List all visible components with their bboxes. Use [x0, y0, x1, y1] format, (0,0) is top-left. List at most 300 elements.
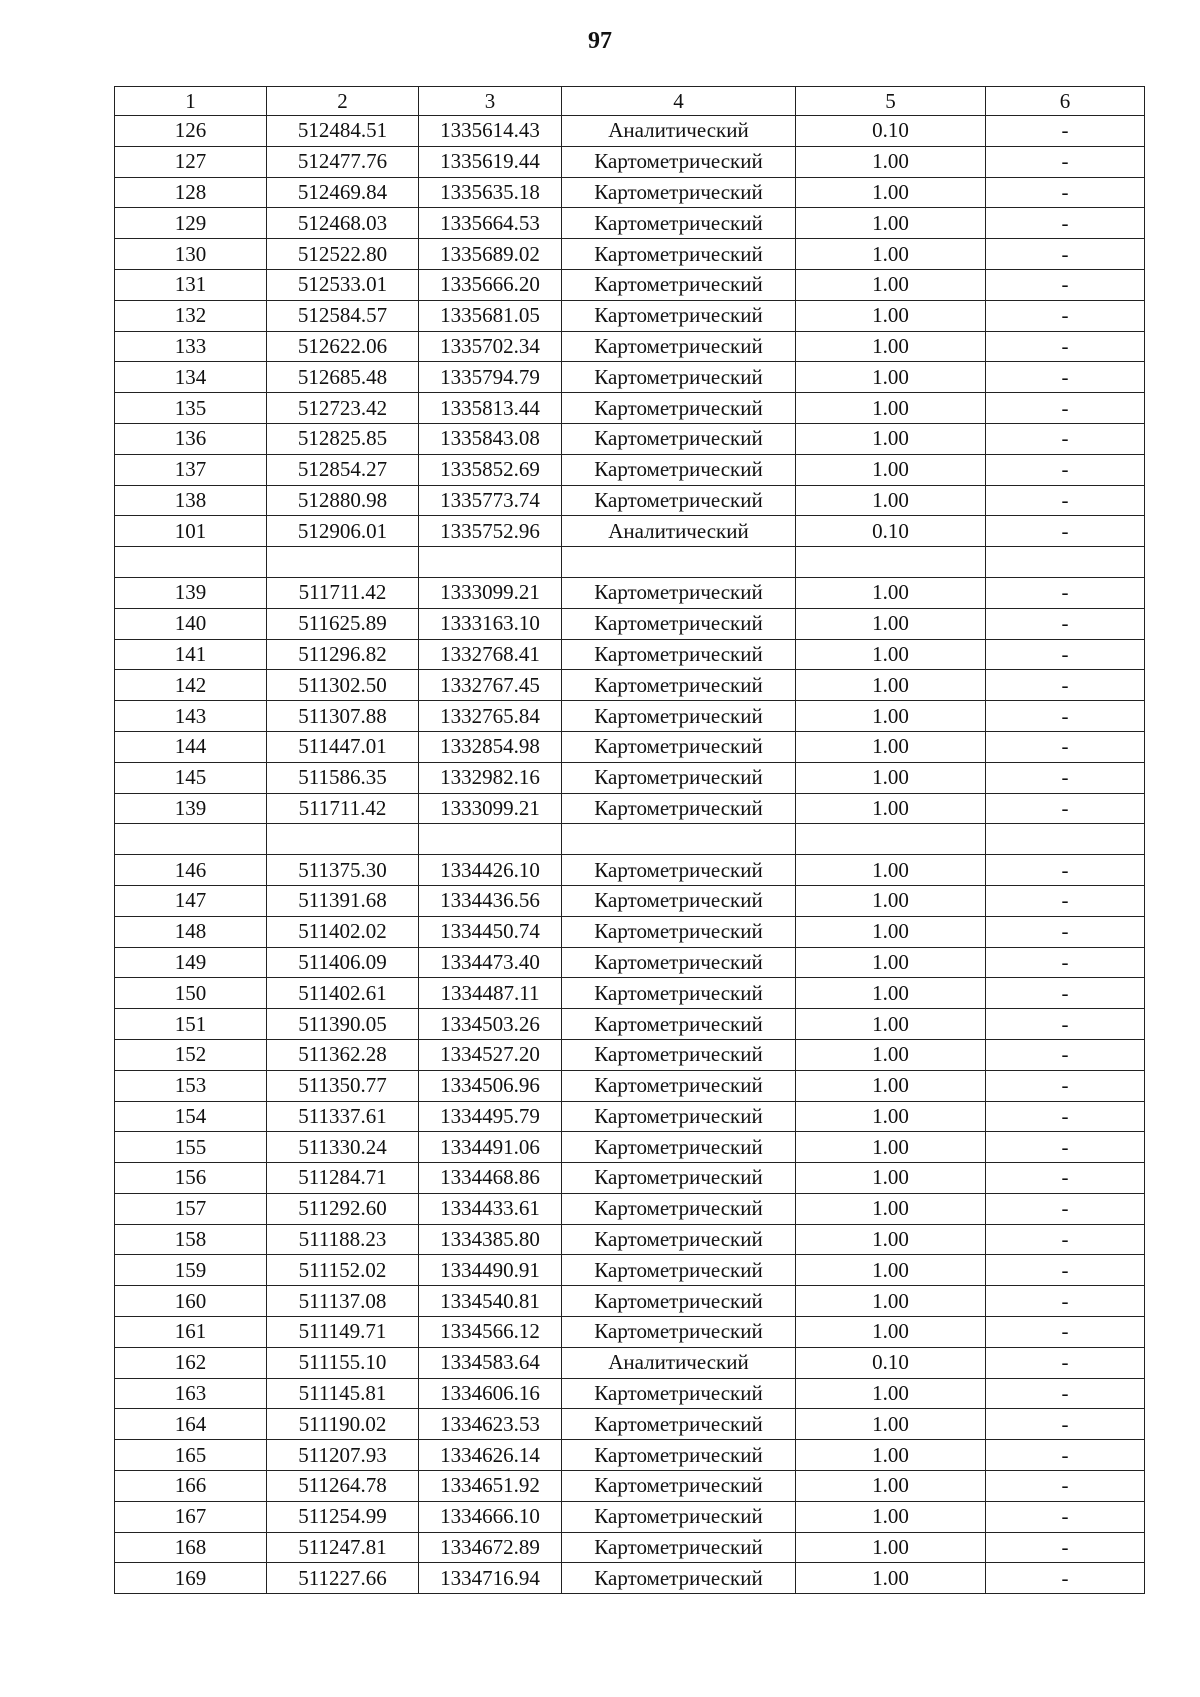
y-coordinate-cell: 1334468.86: [419, 1163, 562, 1194]
y-coordinate-cell: 1335752.96: [419, 516, 562, 547]
accuracy-cell: 1.00: [796, 454, 986, 485]
note-cell: -: [986, 177, 1145, 208]
table-row: [115, 1563, 1145, 1594]
table-row: [115, 1163, 1145, 1194]
method-cell: Картометрический: [562, 1440, 796, 1471]
x-coordinate-cell: 511284.71: [267, 1163, 419, 1194]
column-header: 5: [796, 87, 986, 116]
x-coordinate-cell: 511149.71: [267, 1317, 419, 1348]
accuracy-cell: 1.00: [796, 793, 986, 824]
point-number-cell: 131: [115, 269, 267, 300]
table-row: [115, 978, 1145, 1009]
accuracy-cell: 1.00: [796, 731, 986, 762]
note-cell: [986, 824, 1145, 855]
method-cell: [562, 547, 796, 578]
x-coordinate-cell: 512584.57: [267, 300, 419, 331]
y-coordinate-cell: 1335773.74: [419, 485, 562, 516]
table-row: [115, 146, 1145, 177]
point-number-cell: 155: [115, 1132, 267, 1163]
x-coordinate-cell: 511625.89: [267, 608, 419, 639]
accuracy-cell: 1.00: [796, 1009, 986, 1040]
method-cell: Картометрический: [562, 639, 796, 670]
point-number-cell: 161: [115, 1317, 267, 1348]
point-number-cell: 145: [115, 762, 267, 793]
point-number-cell: 135: [115, 393, 267, 424]
y-coordinate-cell: 1335702.34: [419, 331, 562, 362]
accuracy-cell: 1.00: [796, 1563, 986, 1594]
accuracy-cell: 1.00: [796, 885, 986, 916]
table-row: [115, 116, 1145, 147]
x-coordinate-cell: 512469.84: [267, 177, 419, 208]
table-row: [115, 1070, 1145, 1101]
x-coordinate-cell: 512533.01: [267, 269, 419, 300]
method-cell: Картометрический: [562, 701, 796, 732]
note-cell: -: [986, 608, 1145, 639]
note-cell: -: [986, 1532, 1145, 1563]
table-row: [115, 1471, 1145, 1502]
method-cell: Картометрический: [562, 885, 796, 916]
accuracy-cell: 1.00: [796, 393, 986, 424]
x-coordinate-cell: 512906.01: [267, 516, 419, 547]
accuracy-cell: 1.00: [796, 1132, 986, 1163]
column-header: 2: [267, 87, 419, 116]
note-cell: -: [986, 1039, 1145, 1070]
point-number-cell: [115, 547, 267, 578]
method-cell: Картометрический: [562, 239, 796, 270]
point-number-cell: 169: [115, 1563, 267, 1594]
table-body: [115, 116, 1145, 1594]
method-cell: Картометрический: [562, 208, 796, 239]
note-cell: -: [986, 1101, 1145, 1132]
x-coordinate-cell: 511190.02: [267, 1409, 419, 1440]
method-cell: Картометрический: [562, 177, 796, 208]
table-header-row: [115, 87, 1145, 116]
x-coordinate-cell: 512685.48: [267, 362, 419, 393]
note-cell: -: [986, 300, 1145, 331]
method-cell: Картометрический: [562, 1471, 796, 1502]
method-cell: Картометрический: [562, 1009, 796, 1040]
x-coordinate-cell: 512477.76: [267, 146, 419, 177]
x-coordinate-cell: 511350.77: [267, 1070, 419, 1101]
y-coordinate-cell: 1335813.44: [419, 393, 562, 424]
point-number-cell: 143: [115, 701, 267, 732]
table-row: [115, 1409, 1145, 1440]
note-cell: -: [986, 1193, 1145, 1224]
table-row: [115, 793, 1145, 824]
point-number-cell: 139: [115, 577, 267, 608]
y-coordinate-cell: 1333163.10: [419, 608, 562, 639]
note-cell: -: [986, 1501, 1145, 1532]
table-row: [115, 1286, 1145, 1317]
table-row: [115, 916, 1145, 947]
x-coordinate-cell: 511375.30: [267, 855, 419, 886]
table-row: [115, 1532, 1145, 1563]
x-coordinate-cell: 512825.85: [267, 423, 419, 454]
note-cell: -: [986, 885, 1145, 916]
table-row: [115, 1224, 1145, 1255]
y-coordinate-cell: 1334651.92: [419, 1471, 562, 1502]
note-cell: -: [986, 855, 1145, 886]
accuracy-cell: 0.10: [796, 116, 986, 147]
accuracy-cell: 1.00: [796, 423, 986, 454]
point-number-cell: 160: [115, 1286, 267, 1317]
accuracy-cell: 1.00: [796, 577, 986, 608]
table-row: [115, 608, 1145, 639]
accuracy-cell: 1.00: [796, 639, 986, 670]
method-cell: Картометрический: [562, 916, 796, 947]
accuracy-cell: 1.00: [796, 1440, 986, 1471]
note-cell: -: [986, 116, 1145, 147]
table-row: [115, 639, 1145, 670]
x-coordinate-cell: 511292.60: [267, 1193, 419, 1224]
point-number-cell: 151: [115, 1009, 267, 1040]
x-coordinate-cell: 511137.08: [267, 1286, 419, 1317]
point-number-cell: 152: [115, 1039, 267, 1070]
accuracy-cell: 1.00: [796, 208, 986, 239]
x-coordinate-cell: 512522.80: [267, 239, 419, 270]
accuracy-cell: 1.00: [796, 701, 986, 732]
point-number-cell: 167: [115, 1501, 267, 1532]
note-cell: -: [986, 269, 1145, 300]
method-cell: Картометрический: [562, 1317, 796, 1348]
table-row: [115, 1255, 1145, 1286]
accuracy-cell: 1.00: [796, 855, 986, 886]
y-coordinate-cell: 1334716.94: [419, 1563, 562, 1594]
table-row: [115, 547, 1145, 578]
note-cell: -: [986, 793, 1145, 824]
table-row: [115, 670, 1145, 701]
point-number-cell: 154: [115, 1101, 267, 1132]
y-coordinate-cell: 1334433.61: [419, 1193, 562, 1224]
point-number-cell: 168: [115, 1532, 267, 1563]
x-coordinate-cell: 511402.61: [267, 978, 419, 1009]
point-number-cell: 128: [115, 177, 267, 208]
point-number-cell: 139: [115, 793, 267, 824]
method-cell: Картометрический: [562, 1163, 796, 1194]
accuracy-cell: 0.10: [796, 516, 986, 547]
y-coordinate-cell: 1335843.08: [419, 423, 562, 454]
method-cell: Картометрический: [562, 485, 796, 516]
table-row: [115, 177, 1145, 208]
note-cell: -: [986, 639, 1145, 670]
x-coordinate-cell: 511330.24: [267, 1132, 419, 1163]
table-row: [115, 1039, 1145, 1070]
y-coordinate-cell: [419, 547, 562, 578]
x-coordinate-cell: 511302.50: [267, 670, 419, 701]
column-header: 3: [419, 87, 562, 116]
y-coordinate-cell: 1333099.21: [419, 793, 562, 824]
table-row: [115, 485, 1145, 516]
table-row: [115, 824, 1145, 855]
accuracy-cell: [796, 824, 986, 855]
table-row: [115, 947, 1145, 978]
y-coordinate-cell: 1334385.80: [419, 1224, 562, 1255]
note-cell: -: [986, 208, 1145, 239]
accuracy-cell: [796, 547, 986, 578]
table-row: [115, 731, 1145, 762]
table-row: [115, 577, 1145, 608]
table-row: [115, 1101, 1145, 1132]
accuracy-cell: 1.00: [796, 670, 986, 701]
point-number-cell: 165: [115, 1440, 267, 1471]
method-cell: Картометрический: [562, 978, 796, 1009]
x-coordinate-cell: 511145.81: [267, 1378, 419, 1409]
table-row: [115, 269, 1145, 300]
y-coordinate-cell: 1334490.91: [419, 1255, 562, 1286]
point-number-cell: 134: [115, 362, 267, 393]
method-cell: Картометрический: [562, 300, 796, 331]
method-cell: Картометрический: [562, 454, 796, 485]
point-number-cell: 156: [115, 1163, 267, 1194]
accuracy-cell: 1.00: [796, 177, 986, 208]
accuracy-cell: 1.00: [796, 1101, 986, 1132]
accuracy-cell: 1.00: [796, 1409, 986, 1440]
x-coordinate-cell: 511711.42: [267, 577, 419, 608]
note-cell: -: [986, 1347, 1145, 1378]
note-cell: -: [986, 331, 1145, 362]
note-cell: -: [986, 701, 1145, 732]
note-cell: -: [986, 1132, 1145, 1163]
accuracy-cell: 1.00: [796, 1501, 986, 1532]
accuracy-cell: 0.10: [796, 1347, 986, 1378]
point-number-cell: 147: [115, 885, 267, 916]
y-coordinate-cell: 1334436.56: [419, 885, 562, 916]
method-cell: Картометрический: [562, 1101, 796, 1132]
accuracy-cell: 1.00: [796, 1317, 986, 1348]
note-cell: -: [986, 1317, 1145, 1348]
x-coordinate-cell: 511227.66: [267, 1563, 419, 1594]
point-number-cell: 166: [115, 1471, 267, 1502]
table-row: [115, 1501, 1145, 1532]
x-coordinate-cell: 511264.78: [267, 1471, 419, 1502]
page-number: 97: [588, 28, 612, 54]
method-cell: Аналитический: [562, 1347, 796, 1378]
x-coordinate-cell: 511188.23: [267, 1224, 419, 1255]
accuracy-cell: 1.00: [796, 1224, 986, 1255]
x-coordinate-cell: 511254.99: [267, 1501, 419, 1532]
y-coordinate-cell: 1334583.64: [419, 1347, 562, 1378]
column-header: 1: [115, 87, 267, 116]
accuracy-cell: 1.00: [796, 1378, 986, 1409]
method-cell: Картометрический: [562, 1039, 796, 1070]
table-row: [115, 1317, 1145, 1348]
method-cell: Картометрический: [562, 762, 796, 793]
accuracy-cell: 1.00: [796, 1255, 986, 1286]
note-cell: -: [986, 916, 1145, 947]
coordinates-table: [114, 86, 1145, 1594]
method-cell: Картометрический: [562, 362, 796, 393]
point-number-cell: 129: [115, 208, 267, 239]
accuracy-cell: 1.00: [796, 1471, 986, 1502]
point-number-cell: 150: [115, 978, 267, 1009]
note-cell: -: [986, 1471, 1145, 1502]
note-cell: -: [986, 516, 1145, 547]
point-number-cell: 101: [115, 516, 267, 547]
y-coordinate-cell: 1334473.40: [419, 947, 562, 978]
method-cell: Картометрический: [562, 423, 796, 454]
x-coordinate-cell: 511711.42: [267, 793, 419, 824]
table-row: [115, 423, 1145, 454]
accuracy-cell: 1.00: [796, 239, 986, 270]
method-cell: Картометрический: [562, 1193, 796, 1224]
method-cell: Картометрический: [562, 331, 796, 362]
accuracy-cell: 1.00: [796, 1039, 986, 1070]
point-number-cell: 162: [115, 1347, 267, 1378]
note-cell: [986, 547, 1145, 578]
y-coordinate-cell: 1335614.43: [419, 116, 562, 147]
method-cell: Картометрический: [562, 1563, 796, 1594]
point-number-cell: 130: [115, 239, 267, 270]
method-cell: Картометрический: [562, 670, 796, 701]
x-coordinate-cell: 511207.93: [267, 1440, 419, 1471]
method-cell: Картометрический: [562, 146, 796, 177]
accuracy-cell: 1.00: [796, 146, 986, 177]
accuracy-cell: 1.00: [796, 916, 986, 947]
y-coordinate-cell: 1332767.45: [419, 670, 562, 701]
note-cell: -: [986, 362, 1145, 393]
point-number-cell: 127: [115, 146, 267, 177]
note-cell: -: [986, 1009, 1145, 1040]
method-cell: Аналитический: [562, 116, 796, 147]
note-cell: -: [986, 454, 1145, 485]
accuracy-cell: 1.00: [796, 485, 986, 516]
y-coordinate-cell: 1333099.21: [419, 577, 562, 608]
table-row: [115, 1378, 1145, 1409]
y-coordinate-cell: 1334495.79: [419, 1101, 562, 1132]
table-row: [115, 454, 1145, 485]
note-cell: -: [986, 1286, 1145, 1317]
method-cell: Картометрический: [562, 793, 796, 824]
accuracy-cell: 1.00: [796, 300, 986, 331]
x-coordinate-cell: 511362.28: [267, 1039, 419, 1070]
x-coordinate-cell: 511296.82: [267, 639, 419, 670]
note-cell: -: [986, 577, 1145, 608]
x-coordinate-cell: 512622.06: [267, 331, 419, 362]
point-number-cell: 138: [115, 485, 267, 516]
accuracy-cell: 1.00: [796, 1193, 986, 1224]
x-coordinate-cell: [267, 824, 419, 855]
y-coordinate-cell: 1335635.18: [419, 177, 562, 208]
table-row: [115, 516, 1145, 547]
note-cell: -: [986, 239, 1145, 270]
method-cell: Картометрический: [562, 1132, 796, 1163]
y-coordinate-cell: 1334672.89: [419, 1532, 562, 1563]
method-cell: Картометрический: [562, 1286, 796, 1317]
y-coordinate-cell: 1335794.79: [419, 362, 562, 393]
y-coordinate-cell: 1332982.16: [419, 762, 562, 793]
method-cell: Картометрический: [562, 1501, 796, 1532]
point-number-cell: 157: [115, 1193, 267, 1224]
y-coordinate-cell: 1334506.96: [419, 1070, 562, 1101]
note-cell: -: [986, 393, 1145, 424]
table-row: [115, 1347, 1145, 1378]
note-cell: -: [986, 423, 1145, 454]
point-number-cell: 144: [115, 731, 267, 762]
y-coordinate-cell: 1334491.06: [419, 1132, 562, 1163]
table-row: [115, 701, 1145, 732]
point-number-cell: 158: [115, 1224, 267, 1255]
accuracy-cell: 1.00: [796, 362, 986, 393]
method-cell: Картометрический: [562, 269, 796, 300]
note-cell: -: [986, 485, 1145, 516]
method-cell: Картометрический: [562, 577, 796, 608]
x-coordinate-cell: 511391.68: [267, 885, 419, 916]
table-row: [115, 393, 1145, 424]
method-cell: Картометрический: [562, 1532, 796, 1563]
x-coordinate-cell: 512723.42: [267, 393, 419, 424]
point-number-cell: [115, 824, 267, 855]
note-cell: -: [986, 670, 1145, 701]
accuracy-cell: 1.00: [796, 1286, 986, 1317]
accuracy-cell: 1.00: [796, 1163, 986, 1194]
y-coordinate-cell: 1334626.14: [419, 1440, 562, 1471]
accuracy-cell: 1.00: [796, 978, 986, 1009]
note-cell: -: [986, 1224, 1145, 1255]
table-row: [115, 762, 1145, 793]
x-coordinate-cell: 511406.09: [267, 947, 419, 978]
y-coordinate-cell: 1334566.12: [419, 1317, 562, 1348]
table-row: [115, 855, 1145, 886]
y-coordinate-cell: 1334666.10: [419, 1501, 562, 1532]
accuracy-cell: 1.00: [796, 947, 986, 978]
note-cell: -: [986, 1409, 1145, 1440]
point-number-cell: 149: [115, 947, 267, 978]
column-header: 6: [986, 87, 1145, 116]
column-header: 4: [562, 87, 796, 116]
point-number-cell: 126: [115, 116, 267, 147]
accuracy-cell: 1.00: [796, 762, 986, 793]
x-coordinate-cell: 512468.03: [267, 208, 419, 239]
method-cell: Картометрический: [562, 855, 796, 886]
point-number-cell: 159: [115, 1255, 267, 1286]
y-coordinate-cell: 1334540.81: [419, 1286, 562, 1317]
method-cell: Картометрический: [562, 608, 796, 639]
point-number-cell: 163: [115, 1378, 267, 1409]
y-coordinate-cell: 1334623.53: [419, 1409, 562, 1440]
point-number-cell: 132: [115, 300, 267, 331]
point-number-cell: 133: [115, 331, 267, 362]
accuracy-cell: 1.00: [796, 269, 986, 300]
table-row: [115, 239, 1145, 270]
accuracy-cell: 1.00: [796, 1532, 986, 1563]
method-cell: Картометрический: [562, 1070, 796, 1101]
note-cell: -: [986, 1563, 1145, 1594]
x-coordinate-cell: 511152.02: [267, 1255, 419, 1286]
table-row: [115, 1132, 1145, 1163]
y-coordinate-cell: 1335681.05: [419, 300, 562, 331]
y-coordinate-cell: 1335666.20: [419, 269, 562, 300]
accuracy-cell: 1.00: [796, 1070, 986, 1101]
y-coordinate-cell: 1334527.20: [419, 1039, 562, 1070]
point-number-cell: 137: [115, 454, 267, 485]
y-coordinate-cell: 1335852.69: [419, 454, 562, 485]
point-number-cell: 142: [115, 670, 267, 701]
y-coordinate-cell: 1334487.11: [419, 978, 562, 1009]
method-cell: Картометрический: [562, 1409, 796, 1440]
table-row: [115, 300, 1145, 331]
point-number-cell: 148: [115, 916, 267, 947]
table-row: [115, 885, 1145, 916]
note-cell: -: [986, 1440, 1145, 1471]
accuracy-cell: 1.00: [796, 608, 986, 639]
point-number-cell: 136: [115, 423, 267, 454]
method-cell: Картометрический: [562, 393, 796, 424]
y-coordinate-cell: 1334450.74: [419, 916, 562, 947]
note-cell: -: [986, 1378, 1145, 1409]
point-number-cell: 153: [115, 1070, 267, 1101]
x-coordinate-cell: 512854.27: [267, 454, 419, 485]
table-row: [115, 1440, 1145, 1471]
